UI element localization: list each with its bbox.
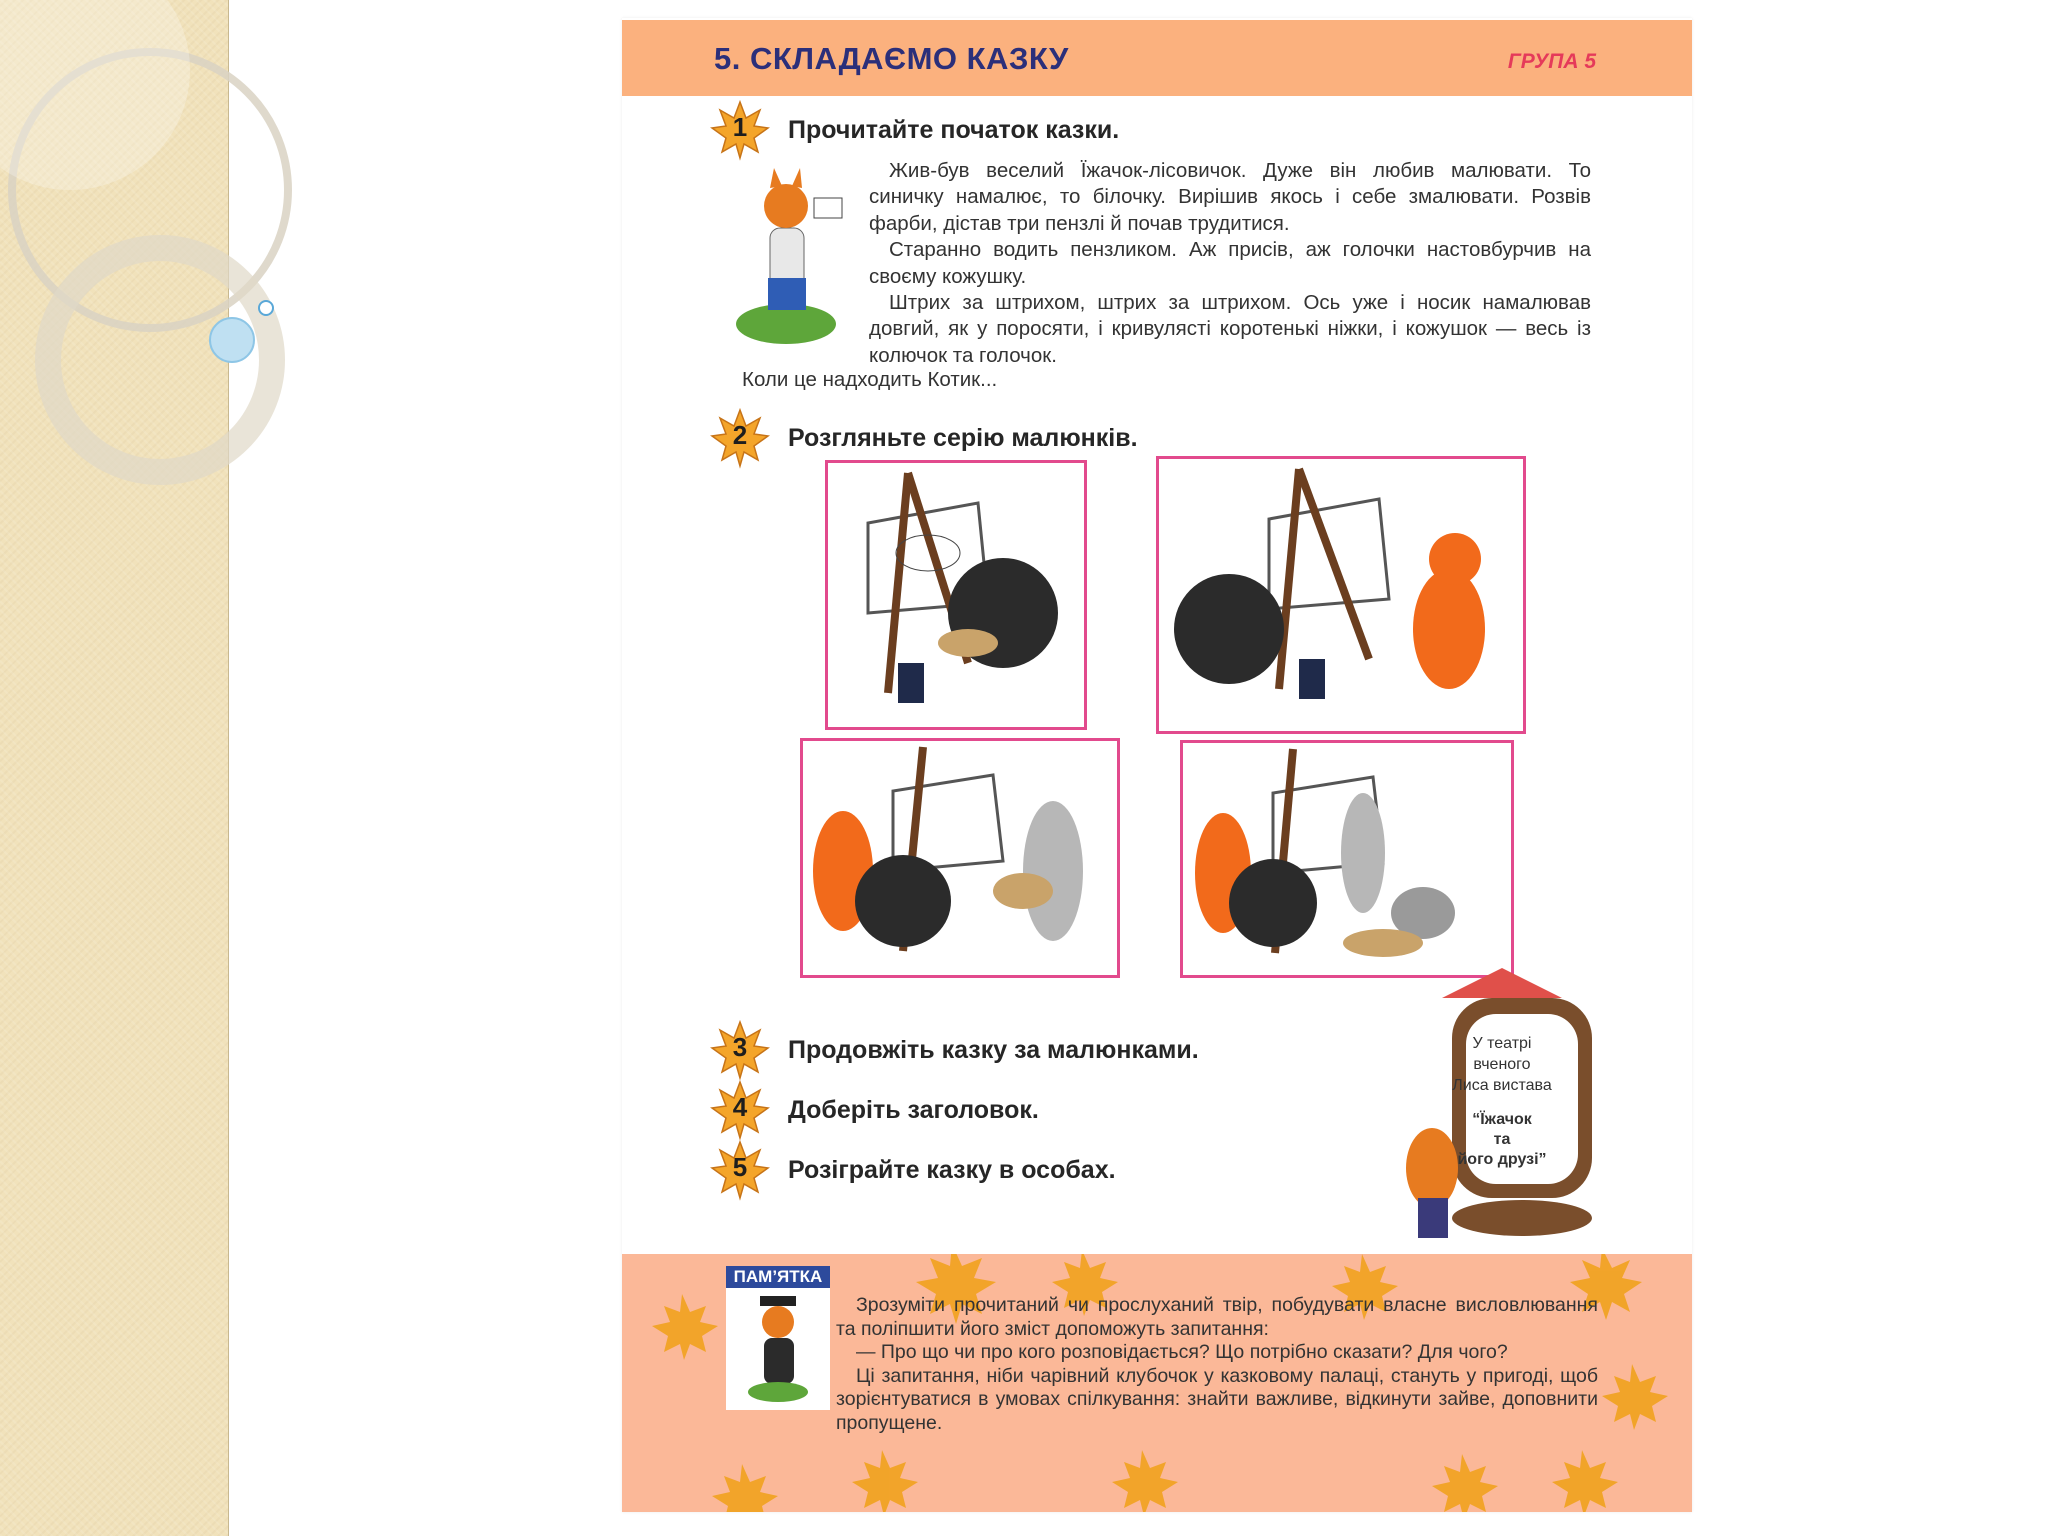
task-text: Доберіть заголовок. — [788, 1095, 1039, 1124]
task-number: 2 — [732, 420, 748, 450]
task-3 — [708, 1018, 1199, 1082]
sign-line: та — [1493, 1131, 1511, 1148]
maple-leaf-icon — [708, 1078, 772, 1142]
story-ending: Коли це надходить Котик... — [742, 368, 998, 391]
task-text: Прочитайте початок казки. — [788, 115, 1120, 144]
memo-badge — [726, 1266, 830, 1410]
page-header — [622, 20, 1692, 96]
friends-painting-illustration — [1183, 743, 1511, 975]
hedgehog-painting-illustration — [828, 463, 1084, 727]
memo-paragraph: Зрозуміти прочитаний чи прослуханий твір, побудувати власне висловлювання та поліпшити його зміст допоможуть запитання: — [836, 1294, 1598, 1340]
picture-frame-4 — [1180, 740, 1514, 978]
task-text: Розіграйте казку в особах. — [788, 1155, 1116, 1184]
sign-line: У театрі — [1472, 1035, 1532, 1052]
play-title — [1442, 1110, 1562, 1170]
sign-line: вченого — [1473, 1056, 1531, 1073]
picture-frame-2 — [1156, 456, 1526, 734]
story-text — [869, 158, 1591, 369]
sign-line: “Їжачок — [1472, 1111, 1532, 1128]
task-text: Продовжіть казку за малюнками. — [788, 1035, 1199, 1064]
maple-leaf-icon — [708, 406, 772, 470]
hedgehog-and-cat-illustration — [1159, 459, 1523, 731]
story-paragraph: Штрих за штрихом, штрих за штрихом. Ось уже і носик намалював довгий, як у поросяти, і кривулясті коротенькі ніжки, і кожушок — весь із колючок та голочок. — [869, 291, 1591, 367]
task-1 — [708, 98, 1119, 162]
scholar-fox-icon — [740, 1292, 816, 1404]
memo-label: ПАМ’ЯТКА — [726, 1266, 830, 1288]
memo-paragraph: — Про що чи про кого розповідається? Що потрібно сказати? Для чого? — [856, 1341, 1508, 1364]
picture-frame-3 — [800, 738, 1120, 978]
fox-painter-illustration — [722, 158, 852, 348]
theatre-sign-text — [1442, 1033, 1562, 1170]
picture-frame-1 — [825, 460, 1087, 730]
story-paragraph: Жив-був веселий Їжачок-лісовичок. Дуже він любив малювати. То синичку намалює, то білочку. Вирішив якось і себе змалювати. Розвів фарби, дістав три пензлі й почав трудитися. — [869, 159, 1591, 235]
cat-hedgehog-rabbit-illustration — [803, 741, 1117, 975]
slide-sidebar — [0, 0, 229, 1536]
story-paragraph: Старанно водить пензликом. Аж присів, аж голочки настовбурчив на своєму кожушку. — [869, 238, 1591, 288]
maple-leaf-icon — [708, 98, 772, 162]
memo-text — [836, 1294, 1598, 1436]
task-number: 1 — [732, 112, 748, 142]
task-5 — [708, 1138, 1116, 1202]
task-4 — [708, 1078, 1039, 1142]
task-number: 5 — [732, 1152, 748, 1182]
task-text: Розгляньте серію малюнків. — [788, 423, 1138, 452]
maple-leaf-icon — [708, 1138, 772, 1202]
group-label: ГРУПА 5 — [1507, 50, 1596, 73]
page-title: 5. СКЛАДАЄМО КАЗКУ — [714, 41, 1069, 76]
sign-line: його друзі” — [1457, 1151, 1547, 1168]
task-number: 4 — [732, 1092, 748, 1122]
memo-paragraph: Ці запитання, ніби чарівний клубочок у казковому палаці, стануть у пригоді, щоб зорієнтуватися в умовах спілкування: знайти важливе, відкинути зайве, доповнити пропущене. — [836, 1364, 1598, 1434]
maple-leaf-icon — [708, 1018, 772, 1082]
sign-line: Лиса вистава — [1452, 1077, 1552, 1094]
textbook-page — [622, 18, 1692, 1512]
task-number: 3 — [732, 1032, 748, 1062]
